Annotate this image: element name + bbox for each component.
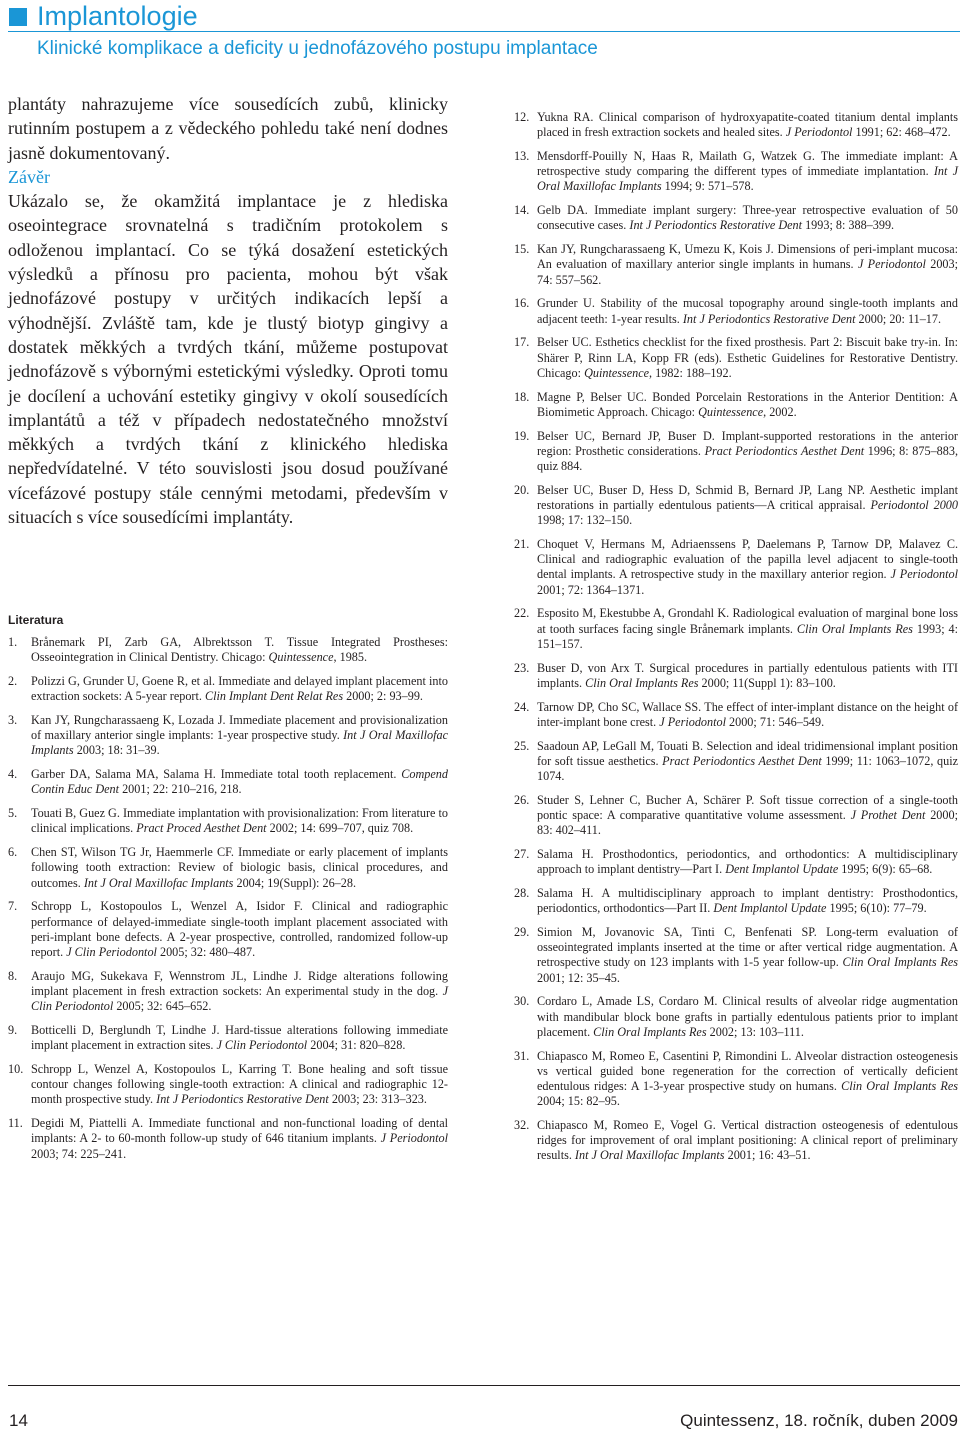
reference-number: 1.	[8, 635, 18, 649]
reference-journal: Int J Oral Maxillofac Implants	[574, 1148, 725, 1163]
reference-journal: Clin Oral Implants Res	[796, 621, 913, 636]
reference-item	[8, 713, 448, 759]
reference-citation: 1998; 17: 132–150.	[537, 513, 633, 528]
reference-citation: 1993; 8: 388–399.	[802, 218, 895, 233]
reference-journal: Int J Periodontics Restorative Dent	[629, 218, 803, 233]
reference-text: Chiapasco M, Romeo E, Vogel G. Vertical distraction osteogenesis of edentulous ridges for improvement of oral implant positioning: A clinical report of preliminary results.	[537, 1118, 958, 1163]
reference-text: Buser D, von Arx T. Surgical procedures in partially edentulous patients with ITI implants.	[537, 660, 958, 690]
footer-rule	[8, 1385, 960, 1386]
reference-journal: Clin Oral Implants Res	[842, 955, 958, 970]
reference-number: 15.	[514, 242, 530, 257]
reference-number: 27.	[514, 847, 530, 862]
reference-journal: Int J Periodontics Restorative Dent	[682, 311, 856, 326]
reference-citation: 2001; 16: 43–51.	[724, 1148, 811, 1163]
reference-number: 10.	[8, 1062, 24, 1077]
reference-number: 25.	[514, 738, 530, 753]
reference-text: Simion M, Jovanovic SA, Tinti C, Benfenati SP. Long-term evaluation of osseointegrated implants inserted at the time or after vertical ridge augmentation. A retrospective study on 123 implants with 1-5 year follow-up.	[537, 925, 958, 970]
reference-item	[8, 635, 448, 665]
reference-item	[514, 739, 958, 785]
reference-number: 17.	[514, 335, 530, 350]
reference-number: 6.	[8, 845, 18, 860]
reference-text: Brånemark PI, Zarb GA, Albrektsson T. Tissue Integrated Prostheses: Osseointegration in Clinical Dentistry. Chicago:	[31, 635, 448, 665]
reference-list-left	[8, 635, 448, 1162]
reference-journal: Clin Implant Dent Relat Res	[204, 689, 344, 704]
reference-journal: J Periodontol	[380, 1131, 448, 1146]
reference-item	[8, 674, 448, 704]
reference-number: 11.	[8, 1116, 23, 1131]
reference-journal: J Clin Periodontol	[31, 984, 448, 1014]
reference-number: 20.	[514, 482, 530, 497]
reference-journal: Quintessence	[584, 365, 650, 380]
reference-text: Mensdorff-Pouilly N, Haas R, Mailath G, Watzek G. The immediate implant: A retrospective study comparing the different types of immediate implantation.	[537, 149, 958, 179]
reference-journal: Pract Periodontics Aesthet Dent	[662, 753, 822, 768]
reference-item	[514, 1118, 958, 1164]
reference-text: Kan JY, Rungcharassaeng K, Umezu K, Kois J. Dimensions of peri-implant mucosa: An evaluation of maxillary anterior single implants in humans.	[537, 242, 958, 272]
reference-journal: J Clin Periodontol	[216, 1038, 308, 1053]
reference-journal: J Periodontol	[857, 257, 926, 272]
reference-item	[514, 925, 958, 986]
reference-number: 4.	[8, 767, 18, 782]
reference-text: Salama H. A multidisciplinary approach to implant dentistry: Prosthodontics, periodontics, orthodontics—Part II.	[537, 886, 958, 916]
page-header	[0, 0, 960, 72]
reference-item	[514, 110, 958, 140]
reference-text: Belser UC, Bernard JP, Buser D. Implant-supported restorations in the anterior region: Prosthetic considerations.	[537, 428, 958, 458]
reference-text: Schropp L, Wenzel A, Kostopoulos L, Karring T. Bone healing and soft tissue contour changes following single-tooth extraction: A clinical and radiographic 12-month prospective study.	[31, 1062, 448, 1107]
reference-item	[8, 767, 448, 797]
reference-journal: J Prothet Dent	[850, 808, 926, 823]
reference-item	[8, 1023, 448, 1053]
reference-number: 12.	[514, 110, 530, 124]
reference-citation: 2003; 23: 313–323.	[328, 1092, 427, 1107]
reference-journal: J Periodontol	[890, 567, 958, 582]
reference-citation: 2001; 22: 210–216, 218.	[119, 782, 242, 797]
reference-item	[514, 296, 958, 326]
section-title: Implantologie	[37, 1, 198, 31]
reference-citation: , 1982: 188–192.	[649, 365, 732, 380]
article-subtitle: Klinické komplikace a deficity u jednofázového postupu implantace	[37, 38, 598, 59]
reference-text: Polizzi G, Grunder U, Goene R, et al. Immediate and delayed implant placement into extraction sockets: A 5-year report.	[31, 674, 448, 704]
reference-text: Choquet V, Hermans M, Adriaenssens P, Daelemans P, Tarnow DP, Malavez C. Clinical and radiographic evaluation of the papilla level adjacent to single-tooth dental implants. A retrospective study in the maxillary anterior region.	[537, 537, 958, 582]
reference-text: Garber DA, Salama MA, Salama H. Immediate total tooth replacement.	[31, 767, 402, 782]
reference-item	[8, 845, 448, 891]
reference-citation: 2003; 18: 31–39.	[73, 743, 160, 758]
reference-text: Chen ST, Wilson TG Jr, Haemmerle CF. Immediate or early placement of implants following tooth extraction: Review of biologic basis, clinical procedures, and outcomes.	[31, 845, 448, 890]
reference-citation: 2004; 19(Suppl): 26–28.	[233, 875, 356, 890]
literature-right	[514, 110, 958, 1172]
reference-item	[514, 700, 958, 730]
reference-citation: 2005; 32: 480–487.	[156, 945, 256, 960]
reference-journal: Clin Oral Implants Res	[593, 1024, 707, 1039]
reference-journal: J Clin Periodontol	[66, 945, 157, 960]
reference-journal: Dent Implantol Update	[725, 862, 839, 877]
reference-citation: , 2002.	[763, 404, 797, 419]
reference-text: Kan JY, Rungcharassaeng K, Lozada J. Immediate placement and provisionalization of maxillary anterior single implants: 1-year prospective study.	[31, 713, 448, 743]
reference-item	[514, 537, 958, 598]
reference-item	[8, 1062, 448, 1108]
reference-text: Salama H. Prosthodontics, periodontics, and orthodontics: A multidisciplinary approach to implant dentistry—Part I.	[537, 847, 958, 877]
reference-journal: Dent Implantol Update	[713, 901, 827, 916]
reference-journal: Periodontol 2000	[870, 498, 958, 513]
reference-item	[514, 483, 958, 529]
reference-item	[514, 242, 958, 288]
reference-citation: 2000; 20: 11–17.	[855, 311, 942, 326]
reference-number: 14.	[514, 203, 530, 218]
reference-text: Araujo MG, Sukekava F, Wennstrom JL, Lindhe J. Ridge alterations following implant placement in fresh extraction sockets: An experimental study in the dog.	[31, 968, 448, 999]
reference-citation: 1999; 11: 1063–1072, quiz 1074.	[537, 753, 958, 784]
reference-item	[8, 899, 448, 960]
reference-journal: Quintessence	[698, 404, 764, 419]
reference-text: Yukna RA. Clinical comparison of hydroxyapatite-coated titanium dental implants placed in fresh extraction sockets and healed sites.	[537, 110, 958, 140]
reference-item	[514, 886, 958, 916]
reference-item	[8, 969, 448, 1015]
reference-item	[514, 661, 958, 691]
reference-text: Saadoun AP, LeGall M, Touati B. Selection and ideal tridimensional implant position for soft tissue aesthetics.	[537, 738, 958, 768]
reference-journal: Clin Oral Implants Res	[585, 675, 699, 690]
reference-citation: 2003; 74: 225–241.	[31, 1146, 127, 1161]
left-column	[8, 92, 448, 529]
reference-item	[514, 203, 958, 233]
reference-text: Tarnow DP, Cho SC, Wallace SS. The effect of inter-implant distance on the height of inter-implant bone crest.	[537, 699, 958, 729]
reference-text: Degidi M, Piattelli A. Immediate functional and non-functional loading of dental implants: A 2- to 60-month follow-up study of 646 titanium implants.	[31, 1116, 448, 1146]
reference-journal: Compend Contin Educ Dent	[31, 767, 448, 797]
reference-number: 32.	[514, 1118, 530, 1133]
reference-journal: Quintessence	[268, 650, 334, 665]
journal-issue: Quintessenz, 18. ročník, duben 2009	[680, 1411, 958, 1430]
reference-number: 30.	[514, 994, 530, 1009]
reference-citation: 1994; 9: 571–578.	[661, 179, 754, 194]
literature-heading: Literatura	[8, 613, 64, 627]
reference-citation: 2005; 32: 645–652.	[113, 999, 212, 1014]
reference-text: Belser UC. Esthetics checklist for the fixed prosthesis. Part 2: Biscuit bake try-in. In: Shärer P, Rinn LA, Kopp FR (eds). Esthetic Guidelines for Restorative Dentistry. Chicago:	[537, 335, 958, 380]
reference-text: Magne P, Belser UC. Bonded Porcelain Restorations in the Anterior Dentition: A Biomimetic Approach. Chicago:	[537, 389, 958, 419]
reference-citation: 2000; 71: 546–549.	[725, 714, 825, 729]
literature-left	[8, 612, 448, 1170]
reference-citation: 2001; 72: 1364–1371.	[537, 582, 645, 597]
reference-number: 8.	[8, 968, 18, 983]
reference-journal: J Periodontol	[785, 125, 853, 140]
reference-item	[514, 390, 958, 420]
reference-citation: 2000; 83: 402–411.	[537, 808, 958, 838]
reference-text: Esposito M, Ekestubbe A, Grondahl K. Radiological evaluation of marginal bone loss at tooth surfaces facing single Brånemark implants.	[537, 606, 958, 636]
reference-citation: 1995; 6(10): 77–79.	[826, 901, 927, 916]
reference-citation: 1996; 8: 875–883, quiz 884.	[537, 443, 958, 474]
reference-journal: Int J Periodontics Restorative Dent	[156, 1092, 329, 1107]
reference-number: 7.	[8, 899, 18, 914]
reference-item	[514, 847, 958, 877]
page-number: 14	[9, 1411, 28, 1430]
reference-item	[514, 994, 958, 1040]
reference-number: 16.	[514, 296, 530, 311]
reference-number: 26.	[514, 792, 530, 807]
reference-citation: , 1985.	[333, 650, 368, 665]
reference-number: 9.	[8, 1023, 18, 1038]
reference-text: Botticelli D, Berglundh T, Lindhe J. Hard-tissue alterations following immediate implant placement in extraction sites.	[31, 1023, 448, 1053]
page-footer	[0, 1385, 960, 1433]
reference-number: 31.	[514, 1048, 530, 1063]
reference-number: 28.	[514, 886, 530, 901]
section-marker-square	[9, 8, 27, 26]
reference-text: Grunder U. Stability of the mucosal topography around single-tooth implants and adjacent teeth: 1-year results.	[537, 296, 958, 326]
reference-citation: 2004; 15: 82–95.	[537, 1094, 620, 1109]
reference-citation: 2000; 11(Suppl 1): 83–100.	[698, 675, 836, 690]
reference-citation: 2001; 12: 35–45.	[537, 970, 620, 985]
reference-citation: 2003; 74: 557–562.	[537, 257, 958, 287]
reference-item	[8, 1116, 448, 1162]
reference-citation: 2004; 31: 820–828.	[307, 1038, 406, 1053]
conclusion-paragraph: Ukázalo se, že okamžitá implantace je z hlediska oseointegrace srovnatelná s tradičním protokolem s odloženou implantací. Co se týká dosažení estetických výsledků a přínosu pro pacienta, mohou být však jednofázové postupy v určitých indikacích lepší a výhodnější. Zvláště tam, kde je tlustý biotyp gingivy a dostatek měkkých a tvrdých tkání, můžeme postupovat jednofázově s výbornými estetickými výsledky. Oproti tomu je docílení a uchování estetiky gingivy v okolí sousedících implantátů a též v případech nedostatečného množství měkkých a tvrdých tkání z klinického hlediska nepředvídatelné. V této souvislosti jsou dosud používané vícefázové postupy stále cennými metodami, především v situacích s více sousedícími implantáty.	[8, 191, 448, 528]
reference-citation: 1995; 6(9): 65–68.	[838, 862, 933, 877]
reference-journal: Int J Oral Maxillofac Implants	[83, 875, 234, 890]
reference-item	[514, 1049, 958, 1110]
reference-text: Schropp L, Kostopoulos L, Wenzel A, Isidor F. Clinical and radiographic performance of delayed-immediate single-tooth implant placement associated with peri-implant bone defects. A 2-year prospective, controlled, randomized follow-up report.	[31, 899, 448, 960]
reference-number: 5.	[8, 806, 18, 821]
reference-list-right	[514, 110, 958, 1164]
reference-text: Studer S, Lehner C, Bucher A, Schärer P. Soft tissue correction of a single-tooth pontic space: A comparative quantitative volume assessment.	[537, 792, 958, 823]
reference-item	[8, 806, 448, 836]
reference-journal: Int J Oral Maxillofac Implants	[537, 164, 958, 194]
conclusion-heading: Závěr	[8, 166, 50, 187]
header-rule	[8, 31, 960, 32]
reference-journal: Pract Proced Aesthet Dent	[136, 821, 267, 836]
reference-number: 23.	[514, 660, 530, 675]
reference-item	[514, 606, 958, 652]
reference-citation: 1993; 4: 151–157.	[537, 621, 958, 651]
reference-text: Cordaro L, Amade LS, Cordaro M. Clinical results of alveolar ridge augmentation with mandibular block bone grafts in partially edentulous patients prior to implant placement.	[537, 994, 958, 1039]
reference-citation: 2002; 14: 699–707, quiz 708.	[266, 821, 414, 836]
reference-number: 13.	[514, 149, 530, 163]
reference-text: Gelb DA. Immediate implant surgery: Three-year retrospective evaluation of 50 consecutive cases.	[537, 203, 958, 233]
reference-text: Belser UC, Buser D, Hess D, Schmid B, Bernard JP, Lang NP. Aesthetic implant restorations in partially edentulous patients—A critical appraisal.	[537, 482, 958, 513]
reference-citation: 2000; 2: 93–99.	[343, 689, 423, 704]
reference-citation: 1991; 62: 468–472.	[852, 125, 951, 140]
reference-text: Chiapasco M, Romeo E, Casentini P, Rimondini L. Alveolar distraction osteogenesis vs vertical guided bone regeneration for the correction of vertically deficient edentulous ridges: A 1-3-year prospective study on humans.	[537, 1048, 958, 1094]
reference-number: 24.	[514, 699, 530, 714]
reference-journal: Pract Periodontics Aesthet Dent	[704, 443, 865, 458]
body-paragraph-1: plantáty nahrazujeme více sousedících zubů, klinicky rutinním postupem a z vědeckého pohledu také není dodnes jasně dokumentovaný.	[8, 94, 448, 163]
reference-item	[514, 429, 958, 475]
reference-number: 29.	[514, 925, 530, 940]
reference-journal: J Periodontol	[659, 714, 726, 729]
reference-number: 18.	[514, 389, 530, 404]
reference-number: 2.	[8, 674, 18, 688]
reference-item	[514, 793, 958, 839]
reference-number: 3.	[8, 713, 18, 727]
reference-citation: 2002; 13: 103–111.	[706, 1024, 804, 1039]
reference-number: 21.	[514, 537, 530, 552]
reference-text: Touati B, Guez G. Immediate implantation with provisionalization: From literature to clinical implications.	[31, 806, 448, 836]
reference-number: 19.	[514, 428, 530, 443]
reference-number: 22.	[514, 606, 530, 621]
reference-journal: Clin Oral Implants Res	[841, 1079, 958, 1094]
reference-item	[514, 149, 958, 195]
reference-item	[514, 335, 958, 381]
reference-journal: Int J Oral Maxillofac Implants	[31, 728, 448, 758]
